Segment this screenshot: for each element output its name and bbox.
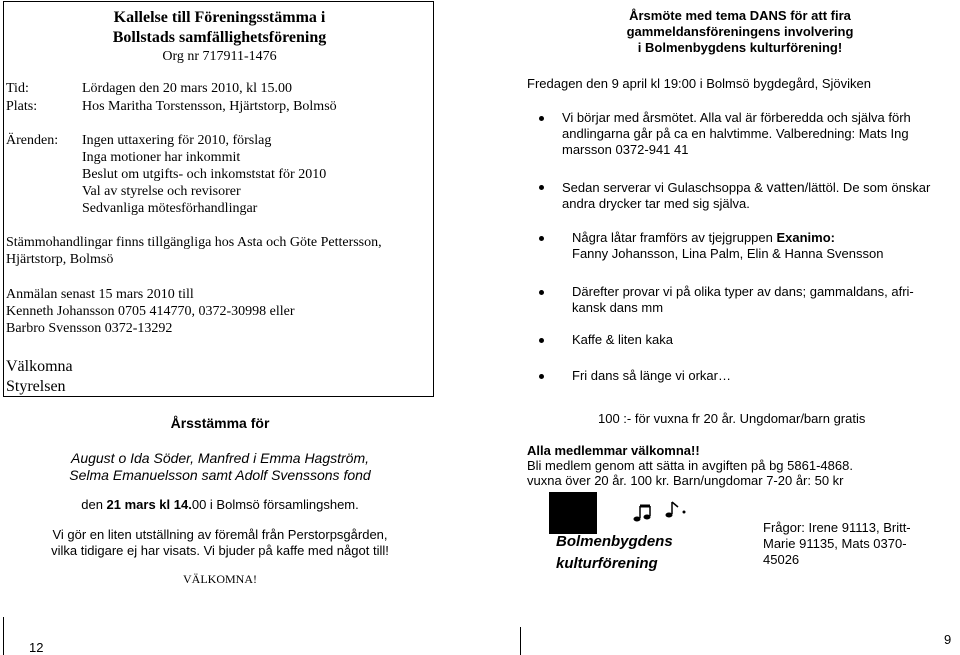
right-heading: Årsmöte med tema DANS för att fira xyxy=(629,8,851,23)
fund-names: Selma Emanuelsson samt Adolf Svenssons fond xyxy=(69,467,371,483)
agenda-item: Val av styrelse och revisorer xyxy=(82,184,241,199)
program-item: Därefter provar vi på olika typer av dans; gammaldans, afri- xyxy=(572,284,914,299)
annual-meeting-heading: Årsstämma för xyxy=(170,415,270,431)
program-item xyxy=(562,179,930,195)
bullet-icon xyxy=(539,185,544,190)
registration-info: Anmälan senast 15 mars 2010 till xyxy=(6,287,194,302)
program-item: andra drycker tar med sig själva. xyxy=(562,196,750,211)
agenda-item: Inga motioner har inkommit xyxy=(82,150,241,165)
program-item-text: Sedan serverar vi Gulaschsoppa & xyxy=(562,180,767,195)
logo-black-square xyxy=(549,492,597,534)
meeting-date-prefix: den xyxy=(81,497,107,512)
meeting-date-suffix: 00 i Bolmsö församlingshem. xyxy=(191,497,359,512)
program-item-text: /lättöl. De som önskar xyxy=(804,180,931,195)
program-item: Fanny Johansson, Lina Palm, Elin & Hanna Svensson xyxy=(572,246,884,261)
welcome-text: Välkomna xyxy=(6,358,73,375)
program-item: Kaffe & liten kaka xyxy=(572,332,673,347)
documents-info: Hjärtstorp, Bolmsö xyxy=(6,252,114,267)
program-item: Vi börjar med årsmötet. Alla val är förberedda och själva förh xyxy=(562,110,911,125)
plats-value: Hos Maritha Torstensson, Hjärtstorp, Bolmsö xyxy=(82,99,337,114)
price-info: 100 :- för vuxna fr 20 år. Ungdomar/barn gratis xyxy=(598,411,866,426)
membership-info: vuxna över 20 år. 100 kr. Barn/ungdomar 7-20 år: 50 kr xyxy=(527,473,844,488)
bullet-icon xyxy=(539,374,544,379)
right-heading: i Bolmenbygdens kulturförening! xyxy=(637,40,843,55)
fund-names: August o Ida Söder, Manfred i Emma Hagström, xyxy=(70,450,370,466)
contact-info: Marie 91135, Mats 0370- xyxy=(763,536,907,551)
bullet-icon xyxy=(539,116,544,121)
org-number: Org nr 717911-1476 xyxy=(162,49,277,64)
bullet-icon xyxy=(539,236,544,241)
meeting-date xyxy=(0,497,440,512)
plats-label: Plats: xyxy=(6,99,38,114)
page-number-right: 9 xyxy=(944,632,952,647)
tid-value: Lördagen den 20 mars 2010, kl 15.00 xyxy=(82,81,292,96)
program-item: kansk dans mm xyxy=(572,300,664,315)
members-welcome: Alla medlemmar välkomna!! xyxy=(527,443,700,458)
margin-line xyxy=(3,617,4,655)
contact-info: 45026 xyxy=(763,552,800,567)
program-item: andlingarna går på ca en halvtimme. Valberedning: Mats Ing xyxy=(562,126,909,141)
title-line-1: Kallelse till Föreningsstämma i xyxy=(113,9,326,26)
program-item: Fri dans så länge vi orkar… xyxy=(572,368,731,383)
event-date: Fredagen den 9 april kl 19:00 i Bolmsö bygdegård, Sjöviken xyxy=(527,76,871,91)
membership-info: Bli medlem genom att sätta in avgiften på bg 5861-4868. xyxy=(527,458,853,473)
right-heading: gammeldansföreningens involvering xyxy=(626,24,854,39)
agenda-item: Beslut om utgifts- och inkomststat för 2010 xyxy=(82,167,327,182)
documents-info: Stämmohandlingar finns tillgängliga hos Asta och Göte Pettersson, xyxy=(6,235,382,250)
page-number-left: 12 xyxy=(29,640,44,655)
exhibition-info: Vi gör en liten utställning av föremål från Perstorpsgården, xyxy=(52,527,388,542)
program-item: marsson 0372-941 41 xyxy=(562,142,689,157)
welcome-caps: VÄLKOMNA! xyxy=(183,572,257,586)
group-name: Exanimo: xyxy=(776,230,835,245)
arenden-label: Ärenden: xyxy=(6,133,59,148)
margin-line xyxy=(520,627,521,655)
program-item-vatten: vatten xyxy=(766,179,805,195)
meeting-date-bold: 21 mars kl 14. xyxy=(106,497,192,512)
music-notes-icon xyxy=(632,498,692,528)
exhibition-info: vilka tidigare ej har visats. Vi bjuder på kaffe med något till! xyxy=(51,543,389,558)
program-item-text: Några låtar framförs av tjejgruppen xyxy=(572,230,777,245)
agenda-item: Ingen uttaxering för 2010, förslag xyxy=(82,133,272,148)
registration-info: Kenneth Johansson 0705 414770, 0372-30998 eller xyxy=(6,304,295,319)
logo-text: kulturförening xyxy=(556,555,658,572)
bullet-icon xyxy=(539,338,544,343)
agenda-item: Sedvanliga mötesförhandlingar xyxy=(82,201,258,216)
bullet-icon xyxy=(539,290,544,295)
title-line-2: Bollstads samfällighetsförening xyxy=(112,29,327,46)
registration-info: Barbro Svensson 0372-13292 xyxy=(6,321,173,336)
board-signature: Styrelsen xyxy=(6,378,66,395)
tid-label: Tid: xyxy=(6,81,29,96)
contact-info: Frågor: Irene 91113, Britt- xyxy=(763,520,911,535)
logo-text: Bolmenbygdens xyxy=(556,533,673,550)
program-item xyxy=(572,230,835,245)
